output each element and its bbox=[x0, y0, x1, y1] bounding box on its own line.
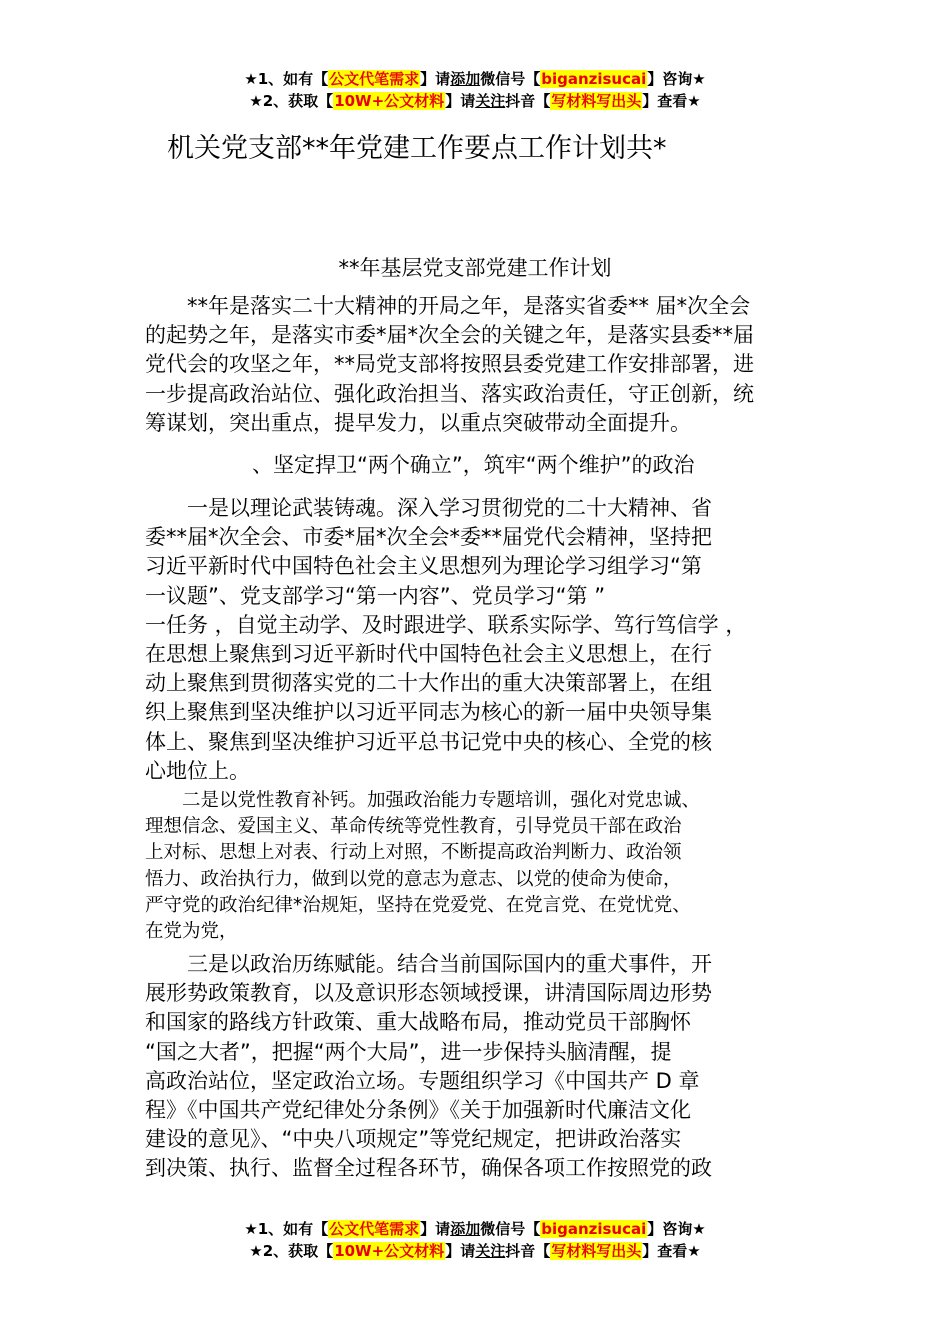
highlight-text: 公文代笔需求 bbox=[329, 1220, 420, 1238]
text-line: 高政治站位，坚定政治立场。专题组织学习《中国共产 D 章 bbox=[145, 1068, 700, 1093]
highlight-text: 10W+公文材料 bbox=[334, 92, 445, 110]
text-line: 织上聚焦到坚决维护以习近平同志为核心的新一届中央领导集 bbox=[145, 700, 712, 725]
underlined-text: 关注 bbox=[475, 1242, 506, 1260]
promo-text: ★1、如有【 bbox=[244, 70, 329, 88]
intro-paragraph bbox=[145, 292, 810, 438]
text-line: 一任务 ，自觉主动学、及时跟进学、联系实际学、笃行笃信学 ， bbox=[145, 612, 747, 637]
text-line: 悟力、政治执行力，做到以党的意志为意志、以党的使命为使命， bbox=[145, 868, 682, 890]
promo-line-2 bbox=[0, 90, 950, 112]
text-line: 上对标、思想上对表、行动上对照，不断提高政治判断力、政治领 bbox=[145, 842, 682, 864]
text-line: 建设的意见》、“中央八项规定”等党纪规定，把讲政治落实 bbox=[145, 1127, 682, 1152]
underlined-text: 添加 bbox=[450, 70, 481, 88]
promo-text: 】请 bbox=[420, 1220, 451, 1238]
text-line: 动上聚焦到贯彻落实党的二十大作出的重大决策部署上，在组 bbox=[145, 671, 712, 696]
text-line: 一议题”、党支部学习“第一内容”、党员学习“第 ” bbox=[145, 583, 606, 608]
text-line: 习近平新时代中国特色社会主义思想列为理论学习组学习“第 bbox=[145, 554, 702, 579]
highlight-text: 10W+公文材料 bbox=[334, 1242, 445, 1260]
text-line: 理想信念、爱国主义、革命传统等党性教育，引导党员干部在政治 bbox=[145, 816, 682, 838]
text-line: 在党为党， bbox=[145, 921, 238, 943]
text-line: 委**届*次全会、市委*届*次全会*委**届党代会精神，坚持把 bbox=[145, 525, 712, 550]
douyin-account: 写材料写出头 bbox=[551, 92, 642, 110]
promo-line-1 bbox=[0, 68, 950, 90]
promo-line-1 bbox=[0, 1218, 950, 1240]
promo-text: 】查看★ bbox=[642, 1242, 701, 1260]
text-line: 一是以理论武装铸魂。深入学习贯彻党的二十大精神、省 bbox=[145, 496, 712, 520]
paragraph-party-education bbox=[145, 788, 810, 945]
wechat-id: biganzisucai bbox=[541, 70, 647, 88]
underlined-text: 添加 bbox=[450, 1220, 481, 1238]
promo-text: 抖音【 bbox=[505, 92, 551, 110]
promo-text: 】咨询★ bbox=[647, 70, 706, 88]
text-line: 党代会的攻坚之年，**局党支部将按照县委党建工作安排部署，进 bbox=[145, 352, 754, 377]
promo-banner-top bbox=[0, 68, 950, 112]
text-line: 的起势之年，是落实市委*届*次全会的关键之年，是落实县委**届 bbox=[145, 323, 754, 348]
promo-text: ★1、如有【 bbox=[244, 1220, 329, 1238]
text-line: 筹谋划，突出重点，提早发力，以重点突破带动全面提升。 bbox=[145, 410, 691, 435]
promo-banner-bottom bbox=[0, 1218, 950, 1262]
paragraph-political-training bbox=[145, 950, 810, 1184]
promo-text: ★2、获取【 bbox=[249, 1242, 334, 1260]
douyin-account: 写材料写出头 bbox=[551, 1242, 642, 1260]
promo-text: 】咨询★ bbox=[647, 1220, 706, 1238]
text-line: 严守党的政治纪律*治规矩，坚持在党爱党、在党言党、在党忧党、 bbox=[145, 894, 691, 916]
document-title: 机关党支部**年党建工作要点工作计划共* bbox=[167, 133, 667, 164]
paragraph-theory bbox=[145, 494, 810, 786]
underlined-text: 关注 bbox=[475, 92, 506, 110]
promo-text: 微信号【 bbox=[480, 70, 541, 88]
promo-text: 】请 bbox=[445, 1242, 476, 1260]
highlight-text: 公文代笔需求 bbox=[329, 70, 420, 88]
text-line: 体上、聚焦到坚决维护习近平总书记党中央的核心、全党的核 bbox=[145, 729, 712, 754]
promo-text: 抖音【 bbox=[505, 1242, 551, 1260]
text-line: 和国家的路线方针政策、重大战略布局，推动党员干部胸怀 bbox=[145, 1010, 691, 1035]
text-line: 到决策、执行、监督全过程各环节，确保各项工作按照党的政 bbox=[145, 1156, 712, 1181]
text-line: **年是落实二十大精神的开局之年，是落实省委** 届*次全会 bbox=[145, 294, 751, 318]
promo-text: 】请 bbox=[420, 70, 451, 88]
text-line: 展形势政策教育，以及意识形态领域授课，讲清国际周边形势 bbox=[145, 981, 712, 1006]
text-line: 程》《中国共产党纪律处分条例》《关于加强新时代廉洁文化 bbox=[145, 1098, 691, 1123]
text-line: 一步提高政治站位、强化政治担当、落实政治责任，守正创新，统 bbox=[145, 381, 754, 406]
promo-text: 】查看★ bbox=[642, 92, 701, 110]
promo-line-2 bbox=[0, 1240, 950, 1262]
promo-text: 】请 bbox=[445, 92, 476, 110]
text-line: 心地位上。 bbox=[145, 758, 250, 783]
promo-text: 微信号【 bbox=[480, 1220, 541, 1238]
promo-text: ★2、获取【 bbox=[249, 92, 334, 110]
section-heading: 、坚定捍卫“两个确立”，筑牢“两个维护”的政治 bbox=[252, 453, 695, 477]
text-line: “国之大者”，把握“两个大局”，进一步保持头脑清醒，提 bbox=[145, 1039, 672, 1064]
text-line: 在思想上聚焦到习近平新时代中国特色社会主义思想上，在行 bbox=[145, 642, 712, 667]
document-subtitle: **年基层党支部党建工作计划 bbox=[338, 256, 612, 280]
text-line: 三是以政治历练赋能。结合当前国际国内的重犬事件，开 bbox=[145, 952, 712, 976]
text-line: 二是以党性教育补钙。加强政治能力专题培训，强化对党忠诚、 bbox=[145, 790, 701, 811]
wechat-id: biganzisucai bbox=[541, 1220, 647, 1238]
